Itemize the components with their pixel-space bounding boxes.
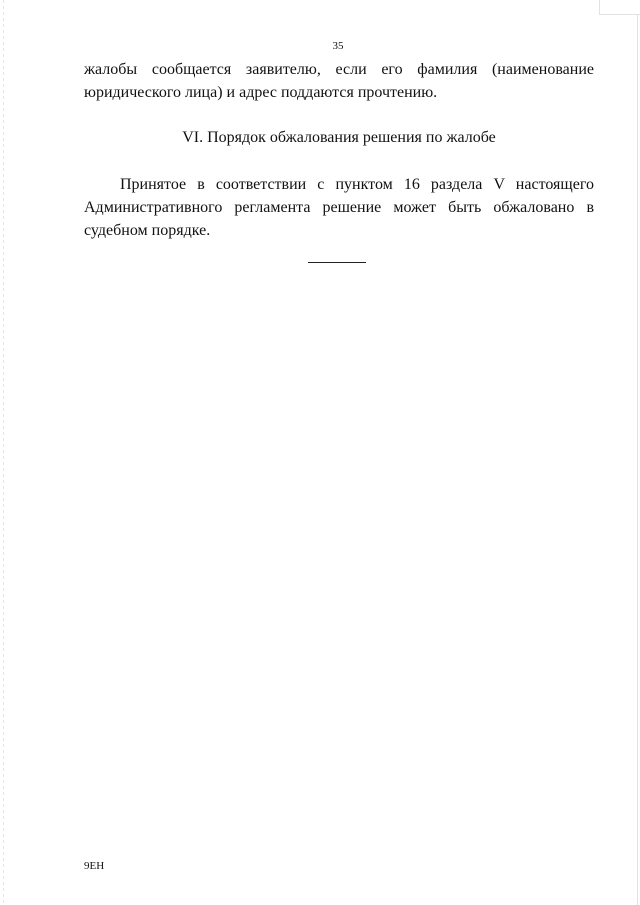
footer-code: 9ЕН: [84, 860, 105, 872]
paragraph-line: Принятое в соответствии с пунктом 16 раздела V настоящего: [120, 176, 594, 193]
scan-corner: [599, 0, 640, 15]
paragraph-line: жалобы сообщается заявителю, если его фамилия (наименование: [84, 61, 594, 78]
paragraph-line: юридического лица) и адрес поддаются прочтению.: [84, 84, 438, 101]
paragraph-line: Административного регламента решение может быть обжаловано в: [84, 199, 594, 216]
scan-edge: [3, 0, 4, 905]
page-number: 35: [332, 40, 344, 52]
paragraph-line: судебном порядке.: [84, 222, 211, 239]
end-separator-line: [308, 262, 366, 263]
section-heading: VI. Порядок обжалования решения по жалобе: [182, 129, 496, 146]
scan-edge-right: [637, 14, 638, 905]
